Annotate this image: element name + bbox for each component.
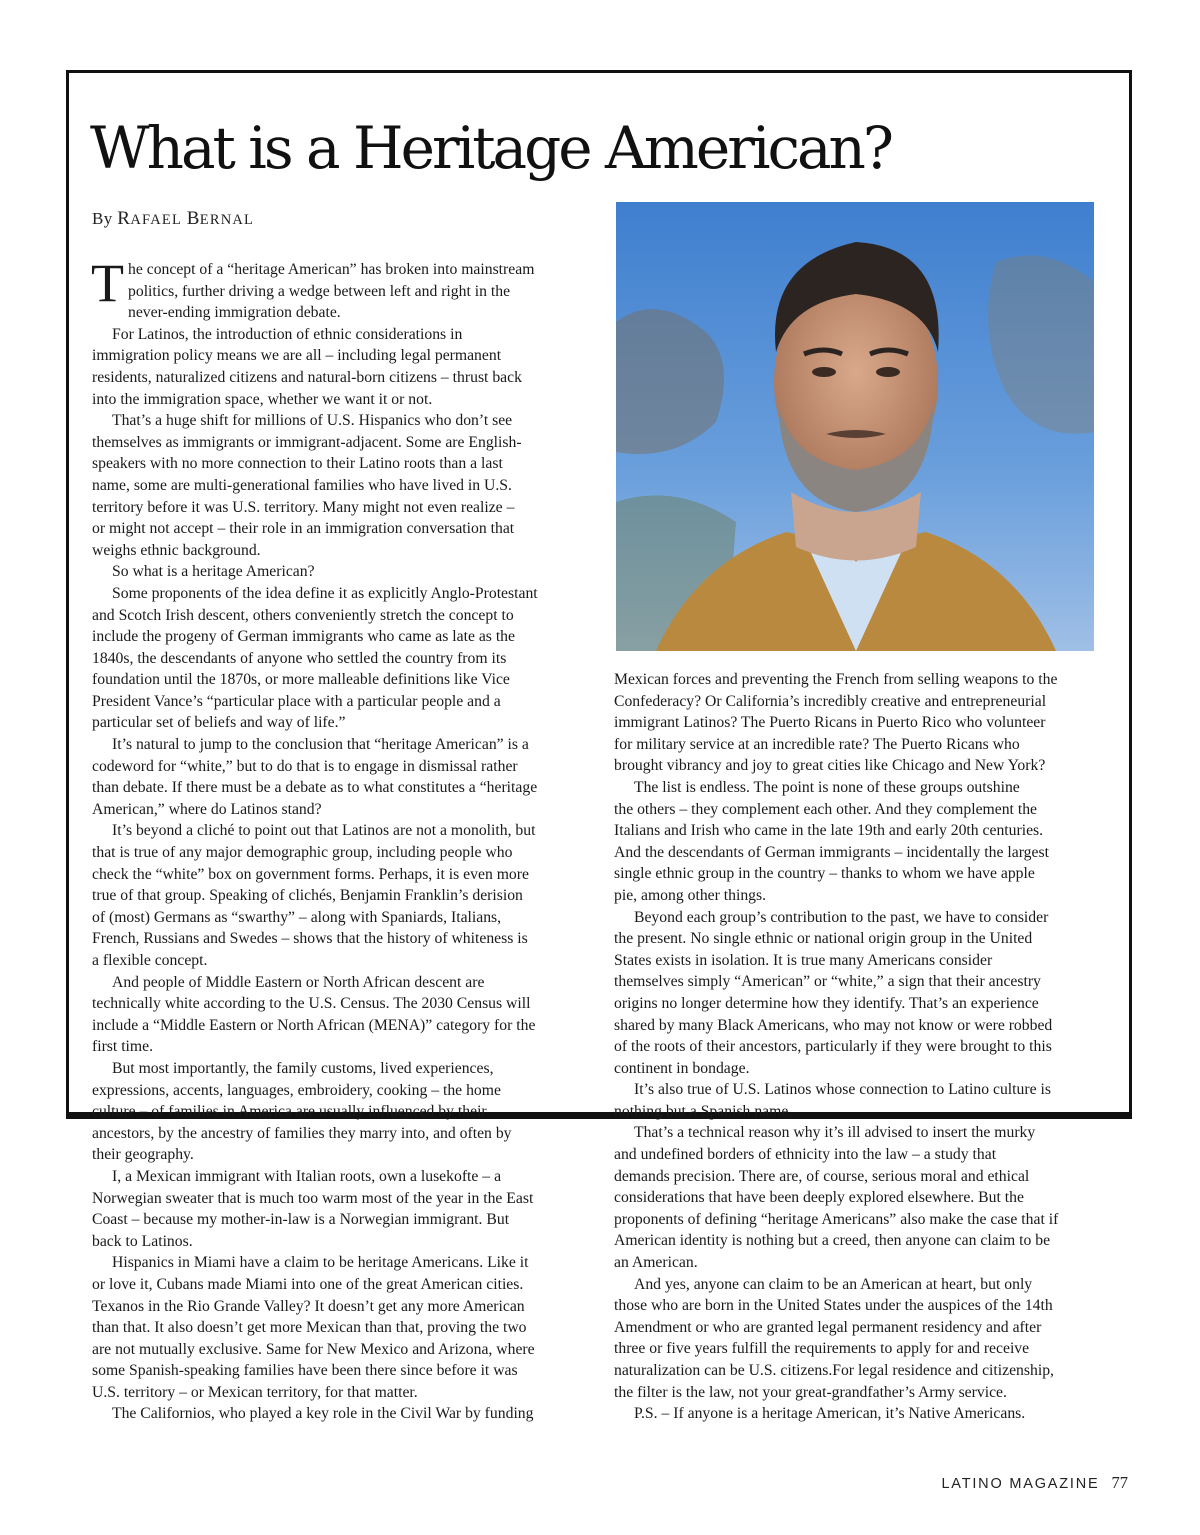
text-line: Mexican forces and preventing the French from selling weapons to the: [614, 671, 1058, 688]
text-line: immigration policy means we are all – including legal permanent: [92, 347, 502, 365]
text-line: P.S. – If anyone is a heritage American, it’s Native Americans.: [634, 1405, 1026, 1423]
text-line: President Vance’s “particular place with a particular people and a: [92, 692, 501, 710]
text-line: It’s beyond a cliché to point out that Latinos are not a monolith, but: [112, 822, 536, 840]
text-line: naturalization can be U.S. citizens.For legal residence and citizenship,: [614, 1362, 1054, 1379]
page-number: 77: [1111, 1473, 1128, 1492]
text-line: Amendment or who are granted legal permanent residency and after: [614, 1318, 1042, 1336]
text-line: territory before it was U.S. territory. Many might not even realize –: [92, 498, 515, 516]
text-line: foundation until the 1870s, or more malleable definitions like Vice: [92, 671, 510, 689]
text-line: nothing but a Spanish name.: [614, 1102, 793, 1120]
text-line: are not mutually exclusive. Same for New Mexico and Arizona, where: [92, 1340, 535, 1358]
text-line: considerations that have been deeply explored elsewhere. But the: [614, 1189, 1024, 1207]
text-line: back to Latinos.: [92, 1232, 193, 1250]
text-line: And people of Middle Eastern or North African descent are: [112, 973, 485, 991]
text-line: Confederacy? Or California’s incredibly creative and entrepreneurial: [614, 692, 1047, 710]
text-line: And the descendants of German immigrants – incidentally the largest: [614, 843, 1049, 861]
text-line: But most importantly, the family customs, lived experiences,: [112, 1059, 494, 1077]
text-line: themselves simply “American” or “white,” a sign that their ancestry: [614, 973, 1041, 991]
text-line: or love it, Cubans made Miami into one of the great American cities.: [92, 1275, 524, 1293]
text-line: first time.: [92, 1038, 153, 1056]
text-line: true of that group. Speaking of clichés, Benjamin Franklin’s derision: [92, 887, 523, 905]
byline-first-rest: AFAEL: [130, 212, 183, 228]
text-line: American,” where do Latinos stand?: [92, 800, 322, 818]
text-line: It’s also true of U.S. Latinos whose connection to Latino culture is: [634, 1081, 1051, 1099]
text-line: include the progeny of German immigrants who came as late as the: [92, 628, 515, 646]
text-line: immigrant Latinos? The Puerto Ricans in Puerto Rico who volunteer: [614, 714, 1046, 732]
text-line: continent in bondage.: [614, 1059, 750, 1077]
text-line: demands precision. There are, of course, serious moral and ethical: [614, 1167, 1030, 1185]
text-line: pie, among other things.: [614, 886, 767, 904]
text-line: check the “white” box on government forms. Perhaps, it is even more: [92, 865, 529, 883]
text-line: than debate. If there must be a debate as to what constitutes a “heritage: [92, 779, 538, 797]
author-portrait-image: [616, 202, 1094, 651]
text-line: politics, further driving a wedge between left and right in the: [128, 282, 511, 300]
text-line: U.S. territory – or Mexican territory, for that matter.: [92, 1383, 418, 1401]
text-line: of (most) Germans as “swarthy” – along with Spaniards, Italians,: [92, 908, 502, 926]
magazine-name: LATINO MAGAZINE: [941, 1476, 1100, 1492]
text-line: Hispanics in Miami have a claim to be heritage Americans. Like it: [112, 1254, 529, 1272]
text-line: That’s a technical reason why it’s ill advised to insert the murky: [634, 1124, 1036, 1142]
text-line: a flexible concept.: [92, 952, 208, 969]
text-line: and undefined borders of ethnicity into the law – a study that: [614, 1146, 997, 1164]
text-line: their geography.: [92, 1146, 194, 1164]
text-line: American identity is nothing but a creed, then anyone can claim to be: [614, 1232, 1051, 1250]
text-line: three or five years fulfill the requirements to apply for and receive: [614, 1340, 1030, 1358]
byline-last-initial: B: [186, 208, 200, 229]
text-line: the present. No single ethnic or national origin group in the United: [614, 930, 1033, 948]
text-line: never-ending immigration debate.: [128, 304, 341, 322]
author-photo: [616, 202, 1094, 651]
text-line: The list is endless. The point is none of these groups outshine: [634, 778, 1020, 796]
text-line: proponents of defining “heritage Americans” also make the case that if: [614, 1210, 1059, 1228]
article-column-left: [91, 253, 584, 1425]
text-line: the others – they complement each other. And they complement the: [614, 800, 1038, 818]
text-line: ancestors, by the ancestry of families they marry into, and often by: [92, 1124, 512, 1142]
text-line: of the roots of their ancestors, particularly if they were brought to this: [614, 1038, 1052, 1056]
text-line: include a “Middle Eastern or North African (MENA)” category for the: [92, 1016, 536, 1034]
byline-first-initial: R: [117, 208, 131, 229]
text-line: speakers with no more connection to their Latino roots than a last: [92, 455, 503, 473]
text-line: So what is a heritage American?: [112, 563, 315, 581]
text-line: French, Russians and Swedes – shows that the history of whiteness is: [92, 930, 528, 948]
text-line: That’s a huge shift for millions of U.S. Hispanics who don’t see: [112, 412, 513, 430]
text-line: or might not accept – their role in an immigration conversation that: [92, 520, 515, 538]
text-line: that is true of any major demographic group, including people who: [92, 844, 513, 862]
article-column-right: [614, 669, 1114, 1425]
text-line: expressions, accents, languages, embroidery, cooking – the home: [92, 1081, 501, 1099]
text-line: technically white according to the U.S. Census. The 2030 Census will: [92, 995, 531, 1013]
text-line: culture – of families in America are usually influenced by their: [92, 1103, 487, 1121]
text-line: Norwegian sweater that is much too warm most of the year in the East: [92, 1189, 534, 1207]
text-line: The Californios, who played a key role in the Civil War by funding: [112, 1405, 534, 1423]
text-line: for military service at an incredible rate? The Puerto Ricans who: [614, 735, 1020, 753]
text-line: Texanos in the Rio Grande Valley? It doesn’t get any more American: [92, 1297, 525, 1315]
text-line: Some proponents of the idea define it as explicitly Anglo-Protestant: [112, 584, 538, 602]
text-line: weighs ethnic background.: [92, 541, 261, 559]
text-line: 1840s, the descendants of anyone who settled the country from its: [92, 649, 507, 667]
text-line: Italians and Irish who came in the late 19th and early 20th centuries.: [614, 822, 1044, 840]
text-line: States exists in isolation. It is true many Americans consider: [614, 951, 993, 969]
text-line: It’s natural to jump to the conclusion that “heritage American” is a: [112, 736, 529, 754]
text-line: name, some are multi-generational families who have lived in U.S.: [92, 476, 512, 494]
byline: [92, 208, 254, 231]
text-line: themselves as immigrants or immigrant-adjacent. Some are English-: [92, 433, 522, 451]
text-line: those who are born in the United States under the auspices of the 14th: [614, 1297, 1053, 1315]
text-line: some Spanish-speaking families have been there since before it was: [92, 1362, 518, 1380]
text-line: Beyond each group’s contribution to the past, we have to consider: [634, 908, 1049, 926]
drop-cap: T: [91, 253, 124, 313]
article-title: What is a Heritage American?: [90, 114, 892, 182]
text-line: For Latinos, the introduction of ethnic considerations in: [112, 325, 463, 343]
byline-last-rest: ERNAL: [199, 212, 255, 228]
text-line: and Scotch Irish descent, others conveniently stretch the concept to: [92, 606, 514, 624]
text-line: he concept of a “heritage American” has broken into mainstream: [128, 261, 535, 278]
text-line: codeword for “white,” but to do that is to engage in dismissal rather: [92, 757, 518, 775]
text-line: an American.: [614, 1254, 698, 1272]
text-line: than that. It also doesn’t get more Mexican than that, proving the two: [92, 1319, 527, 1337]
text-line: single ethnic group in the country – thanks to whom we have apple: [614, 865, 1035, 883]
byline-by: By: [92, 209, 113, 228]
text-line: the filter is the law, not your great-grandfather’s Army service.: [614, 1383, 1007, 1401]
text-line: shared by many Black Americans, who may not know or were robbed: [614, 1016, 1053, 1034]
text-line: I, a Mexican immigrant with Italian roots, own a lusekofte – a: [112, 1167, 502, 1185]
text-line: origins no longer determine how they identify. That’s an experience: [614, 994, 1039, 1012]
text-line: Coast – because my mother-in-law is a Norwegian immigrant. But: [92, 1211, 510, 1229]
text-line: into the immigration space, whether we want it or not.: [92, 390, 433, 408]
text-line: brought vibrancy and joy to great cities like Chicago and New York?: [614, 757, 1046, 775]
page-footer: [941, 1473, 1128, 1493]
text-line: residents, naturalized citizens and natural-born citizens – thrust back: [92, 368, 522, 386]
text-line: And yes, anyone can claim to be an American at heart, but only: [634, 1275, 1033, 1293]
text-line: particular set of beliefs and way of life.”: [92, 714, 346, 732]
